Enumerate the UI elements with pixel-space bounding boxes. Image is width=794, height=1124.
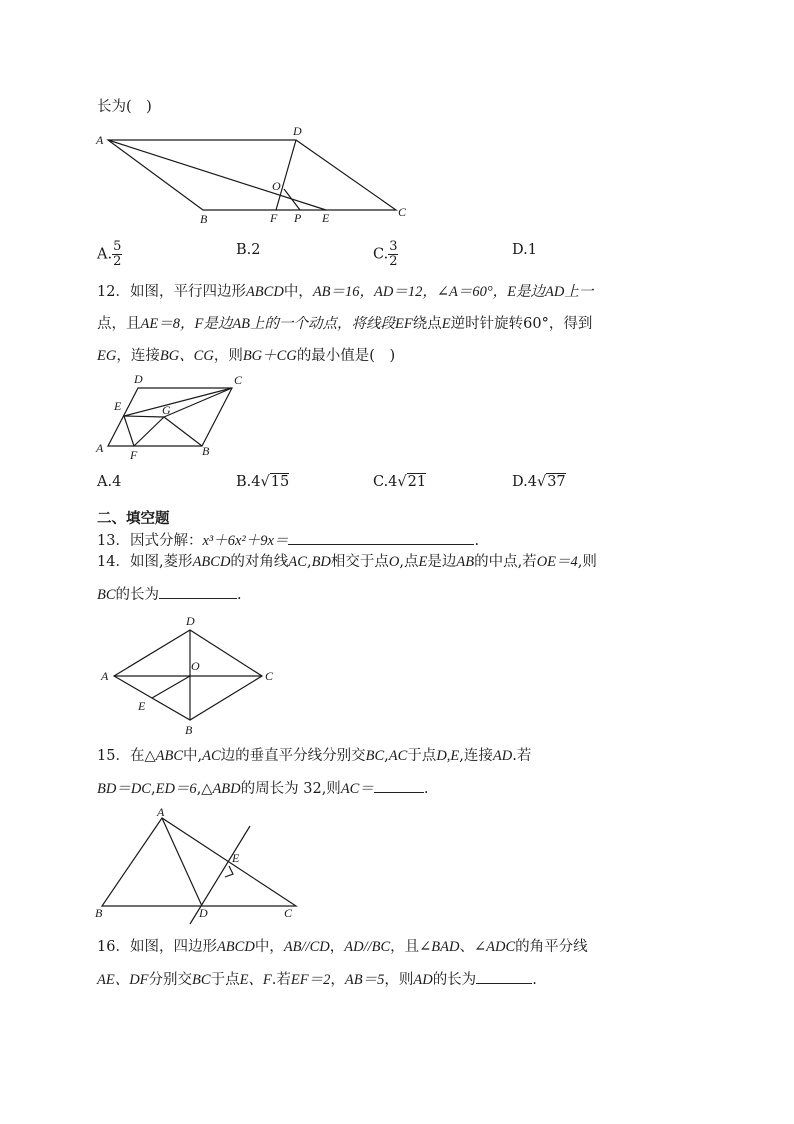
q15-line2: BD＝DC,ED＝6,△ABD的周长为 32,则AC＝ . [97,778,428,799]
label-b: B [185,723,193,737]
q12-line3: EG，连接BG、CG，则BG＋CG的最小值是( ) [97,348,396,364]
label-b: B [200,212,208,226]
q11-stem-tail: 长为( ) [97,99,152,115]
label-f: F [270,211,278,225]
label-d: D [134,372,143,386]
label-g: G [162,403,171,417]
label-o: O [191,659,200,673]
q15-line1: 15．在△ABC中,AC边的垂直平分线分别交BC,AC于点D,E,连接AD.若 [97,748,532,764]
q13-line: 13．因式分解：x³＋6x²＋9x＝ . [97,530,479,551]
label-p: P [294,211,302,225]
q12-option-d: D.4√37 [512,474,566,490]
q11-option-d: D.1 [512,242,537,258]
label-b: B [95,906,103,920]
q12-option-c: C.4√21 [373,474,427,490]
label-e: E [114,399,122,413]
q16-line2: AE、DF分别交BC于点E、F.若EF＝2，AB＝5，则AD的长为 . [97,969,537,990]
q12-option-b: B.4√15 [236,474,290,490]
q12-line1: 12．如图，平行四边形ABCD中，AB＝16，AD＝12，∠A＝60°，E是边AD上一 [97,284,594,300]
label-c: C [234,373,243,387]
label-a: A [157,805,165,819]
q14-line1: 14．如图,菱形ABCD的对角线AC,BD相交于点O,点E是边AB的中点,若OE＝4,则 [97,554,597,570]
label-e: E [232,851,240,865]
q16-line1: 16．如图，四边形ABCD中，AB//CD，AD//BC，且∠BAD、∠ADC的角平分线 [97,939,588,955]
q12-option-a: A.4 [97,474,122,490]
label-a: A [101,669,109,683]
q14-line2: BC的长为 . [97,584,242,605]
label-a: A [96,133,104,147]
label-c: C [284,906,293,920]
q12-line2: 点，且AE＝8，F是边AB上的一个动点，将线段EF绕点E逆时针旋转60°，得到 [97,316,593,332]
q11-option-c: C. $\frac{3}{2}$ [373,239,398,269]
label-f: F [130,448,138,462]
label-o: O [272,179,281,193]
q11-option-a: A. $\frac{5}{2}$ [97,239,122,269]
label-c: C [265,669,274,683]
q11-option-b: B.2 [236,242,261,258]
answer-blank [476,969,532,984]
label-b: B [202,444,210,458]
label-d: D [186,614,195,628]
label-d: D [293,124,302,138]
label-d: D [199,906,208,920]
right-angle-mark [225,866,233,877]
triangle-abc [102,818,296,906]
section-title: 二、填空题 [97,511,170,527]
fraction: $\frac{5}{2}$ [113,239,122,269]
label-a: A [96,441,104,455]
fraction: $\frac{3}{2}$ [389,239,398,269]
label-c: C [398,205,407,219]
label-e: E [138,699,146,713]
label-e: E [322,211,330,225]
